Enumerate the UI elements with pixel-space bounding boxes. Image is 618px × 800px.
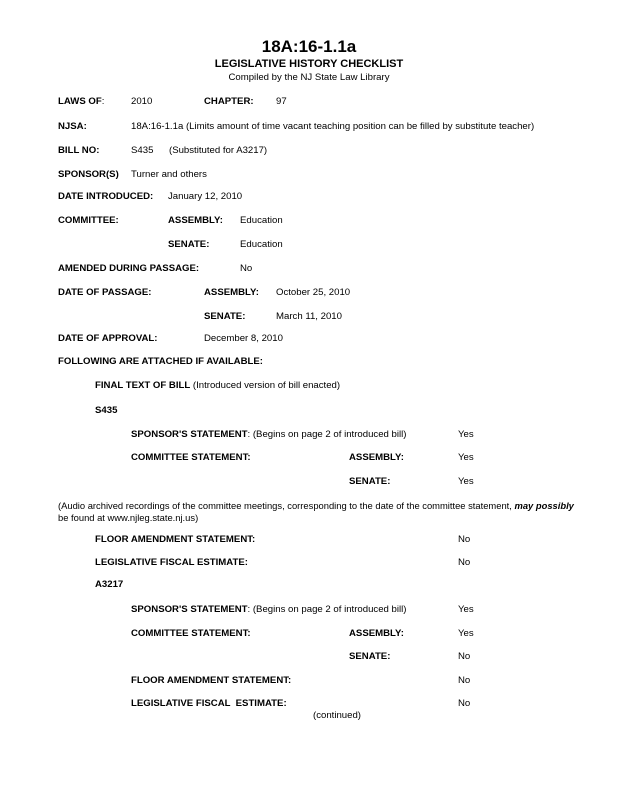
a3217-sponsor-statement-note: : (Begins on page 2 of introduced bill) [247, 604, 407, 615]
a3217-floor-amendment-value: No [458, 675, 471, 686]
date-introduced-value: January 12, 2010 [168, 191, 243, 202]
committee-senate-value: Education [240, 239, 283, 250]
a3217-heading: A3217 [95, 579, 124, 590]
s435-fiscal-estimate-value: No [458, 557, 471, 568]
committee-assembly-label: ASSEMBLY: [168, 215, 223, 226]
s435-floor-amendment-label: FLOOR AMENDMENT STATEMENT: [95, 534, 256, 545]
passage-assembly-label: ASSEMBLY: [204, 287, 259, 298]
a3217-senate-value: No [458, 651, 471, 662]
bill-no-label: BILL NO: [58, 145, 100, 156]
laws-of-value: 2010 [131, 96, 153, 107]
s435-sponsor-statement-row [131, 430, 406, 440]
compiled-by: Compiled by the NJ State Law Library [228, 72, 390, 83]
audio-note-part1: (Audio archived recordings of the committee meetings, corresponding to the date of the committee statement, [58, 500, 515, 511]
chapter-value: 97 [276, 96, 287, 107]
a3217-committee-statement-label: COMMITTEE STATEMENT: [131, 628, 251, 639]
a3217-sponsor-statement-label: SPONSOR'S STATEMENT [131, 604, 248, 615]
final-text-row [95, 381, 340, 391]
chapter-label: CHAPTER: [204, 96, 254, 107]
sponsors-label: SPONSOR(S) [58, 169, 119, 180]
date-introduced-label: DATE INTRODUCED: [58, 191, 154, 202]
a3217-assembly-label: ASSEMBLY: [349, 628, 404, 639]
s435-assembly-value: Yes [458, 452, 474, 463]
sponsors-value: Turner and others [131, 169, 207, 180]
a3217-fiscal-estimate-label: LEGISLATIVE FISCAL ESTIMATE: [131, 698, 287, 709]
attached-heading: FOLLOWING ARE ATTACHED IF AVAILABLE: [58, 356, 263, 367]
amended-label: AMENDED DURING PASSAGE: [58, 263, 200, 274]
bill-no-note: (Substituted for A3217) [169, 145, 268, 156]
a3217-fiscal-estimate-value: No [458, 698, 471, 709]
njsa-value: 18A:16-1.1a (Limits amount of time vacant teaching position can be filled by substitute teacher) [131, 121, 535, 132]
committee-senate-label: SENATE: [168, 239, 210, 250]
s435-heading: S435 [95, 405, 118, 416]
s435-sponsor-statement-note: : (Begins on page 2 of introduced bill) [247, 429, 407, 440]
a3217-sponsor-statement-row [131, 605, 406, 615]
passage-senate-value: March 11, 2010 [276, 311, 342, 322]
s435-senate-label: SENATE: [349, 476, 391, 487]
date-of-passage-label: DATE OF PASSAGE: [58, 287, 152, 298]
s435-assembly-label: ASSEMBLY: [349, 452, 404, 463]
s435-sponsor-statement-value: Yes [458, 429, 474, 440]
a3217-senate-label: SENATE: [349, 651, 391, 662]
final-text-note: (Introduced version of bill enacted) [192, 380, 341, 391]
page-citation: 18A:16-1.1a [261, 37, 357, 56]
s435-senate-value: Yes [458, 476, 474, 487]
a3217-floor-amendment-label: FLOOR AMENDMENT STATEMENT: [131, 675, 292, 686]
a3217-assembly-value: Yes [458, 628, 474, 639]
passage-assembly-value: October 25, 2010 [276, 287, 351, 298]
s435-floor-amendment-value: No [458, 534, 471, 545]
committee-label: COMMITTEE: [58, 215, 119, 226]
passage-senate-label: SENATE: [204, 311, 246, 322]
s435-fiscal-estimate-label: LEGISLATIVE FISCAL ESTIMATE: [95, 557, 248, 568]
s435-committee-statement-label: COMMITTEE STATEMENT: [131, 452, 251, 463]
laws-of-label: LAWS OF: [58, 96, 105, 107]
date-of-approval-value: December 8, 2010 [204, 333, 283, 344]
audio-note [58, 500, 606, 524]
final-text-label: FINAL TEXT OF BILL [95, 380, 191, 391]
date-of-approval-label: DATE OF APPROVAL: [58, 333, 158, 344]
amended-value: No [240, 263, 253, 274]
page-title: LEGISLATIVE HISTORY CHECKLIST [214, 58, 404, 70]
njsa-label: NJSA: [58, 121, 87, 132]
s435-sponsor-statement-label: SPONSOR'S STATEMENT [131, 429, 248, 440]
bill-no-value: S435 [131, 145, 154, 156]
a3217-sponsor-statement-value: Yes [458, 604, 474, 615]
audio-note-part2: be found at www.njleg.state.nj.us) [58, 511, 199, 523]
continued-note: (continued) [313, 710, 361, 721]
committee-assembly-value: Education [240, 215, 283, 226]
audio-note-emphasis: may possibly [514, 500, 574, 511]
